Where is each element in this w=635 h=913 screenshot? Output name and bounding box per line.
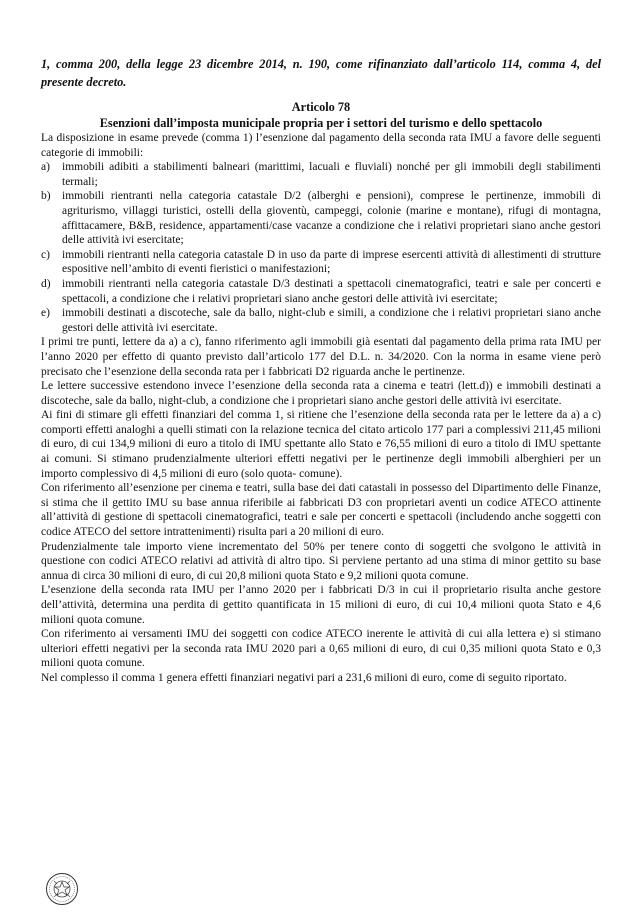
body-paragraph: Le lettere successive estendono invece l’esenzione della seconda rata a cinema e teatri (lett.d)) e immobili destinati a discoteche, sale da ballo, night-club, a condizione che i proprietari siano anche gestori delle attività ivi esercitate. <box>41 380 601 407</box>
list-marker: e) <box>41 307 50 320</box>
article-body <box>41 131 601 686</box>
body-paragraph: Nel complesso il comma 1 genera effetti finanziari negativi pari a 231,6 milioni di euro, come di seguito riportato. <box>41 671 567 684</box>
body-paragraph: Con riferimento ai versamenti IMU dei soggetti con codice ATECO inerente le attività di cui alla lettera e) si stimano ulteriori effetti negativi per la seconda rata IMU 2020 pari a 0,65 milioni di euro, di cui 0,35 milioni quota Stato e 0,3 milioni quota comune. <box>41 628 601 670</box>
official-seal-icon <box>45 872 79 906</box>
list-item-text: immobili adibiti a stabilimenti balneari (marittimi, lacuali e fluviali) nonché per gli immobili degli stabilimenti termali; <box>62 161 601 188</box>
body-paragraph: Prudenzialmente tale importo viene incrementato del 50% per tenere conto di soggetti che svolgono le attività in questione con codici ATECO relativi ad attività di altro tipo. Si perviene pertanto ad una stima di minor gettito su base annua di circa 30 milioni di euro, di cui 20,8 milioni quota Stato e 9,2 milioni quota comune. <box>41 540 601 582</box>
article-heading <box>41 99 601 131</box>
list-marker: b) <box>41 190 51 203</box>
list-marker: a) <box>41 161 50 174</box>
article-number: Articolo 78 <box>291 100 351 114</box>
list-item-text: immobili destinati a discoteche, sale da ballo, night-club e simili, a condizione che i relativi proprietari siano anche gestori delle attività ivi esercitate. <box>62 307 601 334</box>
list-item <box>41 248 601 277</box>
list-item-text: immobili rientranti nella categoria catastale D/2 (alberghi e pensioni), comprese le pertinenze, immobili di agriturismo, villaggi turistici, ostelli della gioventù, campeggi, colonie (marine e montane), rifugi di montagna, affittacamere, B&B, residence, appartamenti/case vacanze a condizione che i relativi proprietari siano anche gestori delle attività ivi esercitate; <box>62 190 601 247</box>
list-item <box>41 160 601 189</box>
list-item <box>41 277 601 306</box>
opening-paragraph: La disposizione in esame prevede (comma 1) l’esenzione dal pagamento della seconda rata IMU a favore delle seguenti categorie di immobili: <box>41 132 601 159</box>
list-item-text: immobili rientranti nella categoria catastale D/3 destinati a spettacoli cinematografici, teatri e sale per concerti e spettacoli, a condizione che i relativi proprietari siano anche gestori delle attività ivi esercitate; <box>62 277 601 305</box>
list-item-text: immobili rientranti nella categoria catastale D in uso da parte di imprese esercenti attività di allestimenti di strutture espositive nell’ambito di eventi fieristici o manifestazioni; <box>62 248 601 276</box>
list-marker: c) <box>41 248 50 261</box>
body-paragraph: L’esenzione della seconda rata IMU per l’anno 2020 per i fabbricati D/3 in cui il proprietario risulta anche gestore dell’attività, determina una perdita di gettito quantificata in 15 milioni di euro, di cui 10,4 milioni quota Stato e 4,6 milioni quota comune. <box>41 584 601 626</box>
body-paragraph: I primi tre punti, lettere da a) a c), fanno riferimento agli immobili già esentati dal pagamento della prima rata IMU per l’anno 2020 per effetto di quanto previsto dall’articolo 177 del D.L. n. 34/2020. Con la norma in esame viene però precisato che l’esenzione della seconda rata per i fabbricati D2 riguarda anche le pertinenze. <box>41 336 601 378</box>
body-paragraph: Ai fini di stimare gli effetti finanziari del comma 1, si ritiene che l’esenzione della seconda rata per le lettere da a) a c) comporti effetti analoghi a quelli stimati con la relazione tecnica del citato articolo 177 pari a complessivi 211,45 milioni di euro, di cui 134,9 milioni di euro a titolo di IMU spettante allo Stato e 76,55 milioni di euro a titolo di IMU spettante ai comuni. Si stimano prudenzialmente ulteriori effetti negativi per le pertinenze degli immobili alberghieri per un importo complessivo di 4,5 milioni di euro (solo quota- comune). <box>41 409 601 480</box>
intro-paragraph: 1, comma 200, della legge 23 dicembre 2014, n. 190, come rifinanziato dall’articolo 114, comma 4, del presente decreto. <box>41 57 601 89</box>
list-marker: d) <box>41 277 51 290</box>
list-item <box>41 189 601 247</box>
article-title: Esenzioni dall’imposta municipale propria per i settori del turismo e dello spettacolo <box>99 116 543 130</box>
category-list <box>41 160 601 335</box>
body-paragraph: Con riferimento all’esenzione per cinema e teatri, sulla base dei dati catastali in possesso del Dipartimento delle Finanze, si stima che il gettito IMU su base annua riferibile ai fabbricati D3 con proprietari aventi un codice ATECO attinente all’attività di gestione di spettacoli cinematografici, teatri e sale per concerti e spettacoli (includendo anche soggetti con codice ATECO del settore intrattenimenti) risulta pari a 20 milioni di euro. <box>41 482 601 539</box>
list-item <box>41 306 601 335</box>
